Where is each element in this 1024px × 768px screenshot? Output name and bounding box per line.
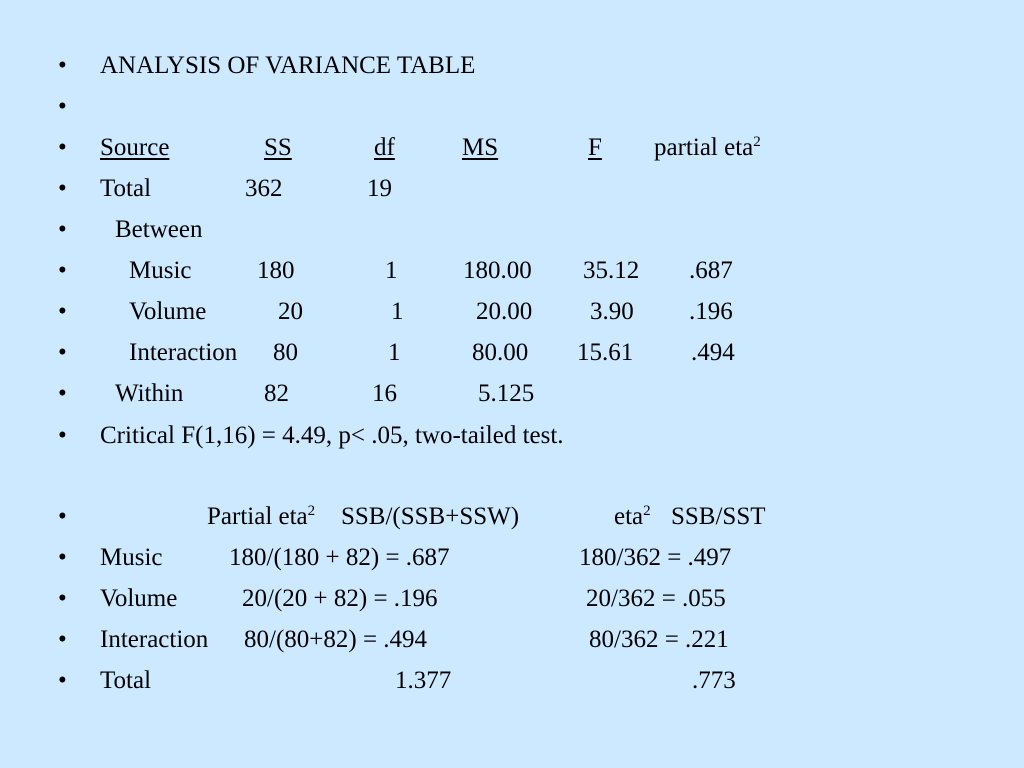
- slide-title: ANALYSIS OF VARIANCE TABLE: [100, 52, 476, 79]
- row-ms: 180.00: [463, 257, 532, 284]
- row-ss: 20: [278, 298, 303, 325]
- row-ms: 20.00: [476, 298, 533, 325]
- effect-label: Volume: [100, 585, 178, 612]
- between-label: Between: [115, 216, 203, 243]
- bullet: •: [58, 339, 67, 366]
- bullet: •: [58, 585, 67, 612]
- bullet: •: [58, 544, 67, 571]
- within-ms: 5.125: [478, 380, 535, 407]
- effect-partial: 180/(180 + 82) = .687: [229, 544, 450, 571]
- header-partial-eta: [654, 132, 761, 164]
- header-source: Source: [100, 134, 170, 161]
- effect-header-partial: [207, 501, 315, 533]
- header-partial-eta-sup: 2: [753, 134, 761, 150]
- effect-header-partial-sup: 2: [307, 503, 316, 519]
- bullet: •: [58, 93, 67, 120]
- total-ss: 362: [245, 175, 283, 202]
- effect-header-partial-text: Partial eta: [207, 503, 308, 530]
- effect-total-label: Total: [100, 667, 152, 694]
- critical-text: Critical F(1,16) = 4.49, p< .05, two-tailed test.: [100, 422, 564, 449]
- bullet: •: [58, 380, 67, 407]
- effect-header-eta-formula: SSB/SST: [671, 503, 766, 530]
- row-f: 15.61: [577, 339, 634, 366]
- effect-partial: 20/(20 + 82) = .196: [242, 585, 438, 612]
- effect-eta: 20/362 = .055: [586, 585, 726, 612]
- within-ss: 82: [264, 380, 289, 407]
- bullet: •: [58, 134, 67, 161]
- effect-eta: 180/362 = .497: [579, 544, 732, 571]
- bullet: •: [58, 503, 67, 530]
- effect-total-partial: 1.377: [395, 667, 452, 694]
- row-label: Music: [129, 257, 192, 284]
- bullet: •: [58, 667, 67, 694]
- total-df: 19: [367, 175, 392, 202]
- row-eta: .687: [689, 257, 733, 284]
- bullet: •: [58, 257, 67, 284]
- within-df: 16: [372, 380, 397, 407]
- row-df: 1: [385, 257, 398, 284]
- row-eta: .196: [689, 298, 733, 325]
- row-df: 1: [388, 339, 401, 366]
- effect-header-eta-text: eta: [614, 503, 644, 530]
- row-ss: 80: [273, 339, 298, 366]
- row-f: 35.12: [583, 257, 640, 284]
- header-partial-eta-text: partial eta: [654, 134, 754, 161]
- bullet: •: [58, 52, 67, 79]
- bullet: •: [58, 422, 67, 449]
- header-ss: SS: [264, 134, 292, 161]
- row-df: 1: [391, 298, 404, 325]
- row-label: Interaction: [129, 339, 238, 366]
- header-df: df: [374, 134, 395, 161]
- effect-label: Music: [100, 544, 163, 571]
- effect-label: Interaction: [100, 626, 209, 653]
- within-label: Within: [115, 380, 184, 407]
- row-ms: 80.00: [472, 339, 529, 366]
- header-f: F: [588, 134, 602, 161]
- header-ms: MS: [462, 134, 499, 161]
- effect-header-partial-formula: SSB/(SSB+SSW): [341, 503, 520, 530]
- bullet: •: [58, 298, 67, 325]
- row-ss: 180: [257, 257, 295, 284]
- effect-header-eta: [614, 501, 651, 533]
- row-label: Volume: [129, 298, 207, 325]
- effect-total-eta: .773: [692, 667, 736, 694]
- row-f: 3.90: [590, 298, 634, 325]
- bullet: •: [58, 216, 67, 243]
- total-label: Total: [100, 175, 152, 202]
- effect-eta: 80/362 = .221: [589, 626, 729, 653]
- effect-partial: 80/(80+82) = .494: [244, 626, 428, 653]
- bullet: •: [58, 626, 67, 653]
- bullet: •: [58, 175, 67, 202]
- effect-header-eta-sup: 2: [643, 503, 651, 519]
- row-eta: .494: [691, 339, 735, 366]
